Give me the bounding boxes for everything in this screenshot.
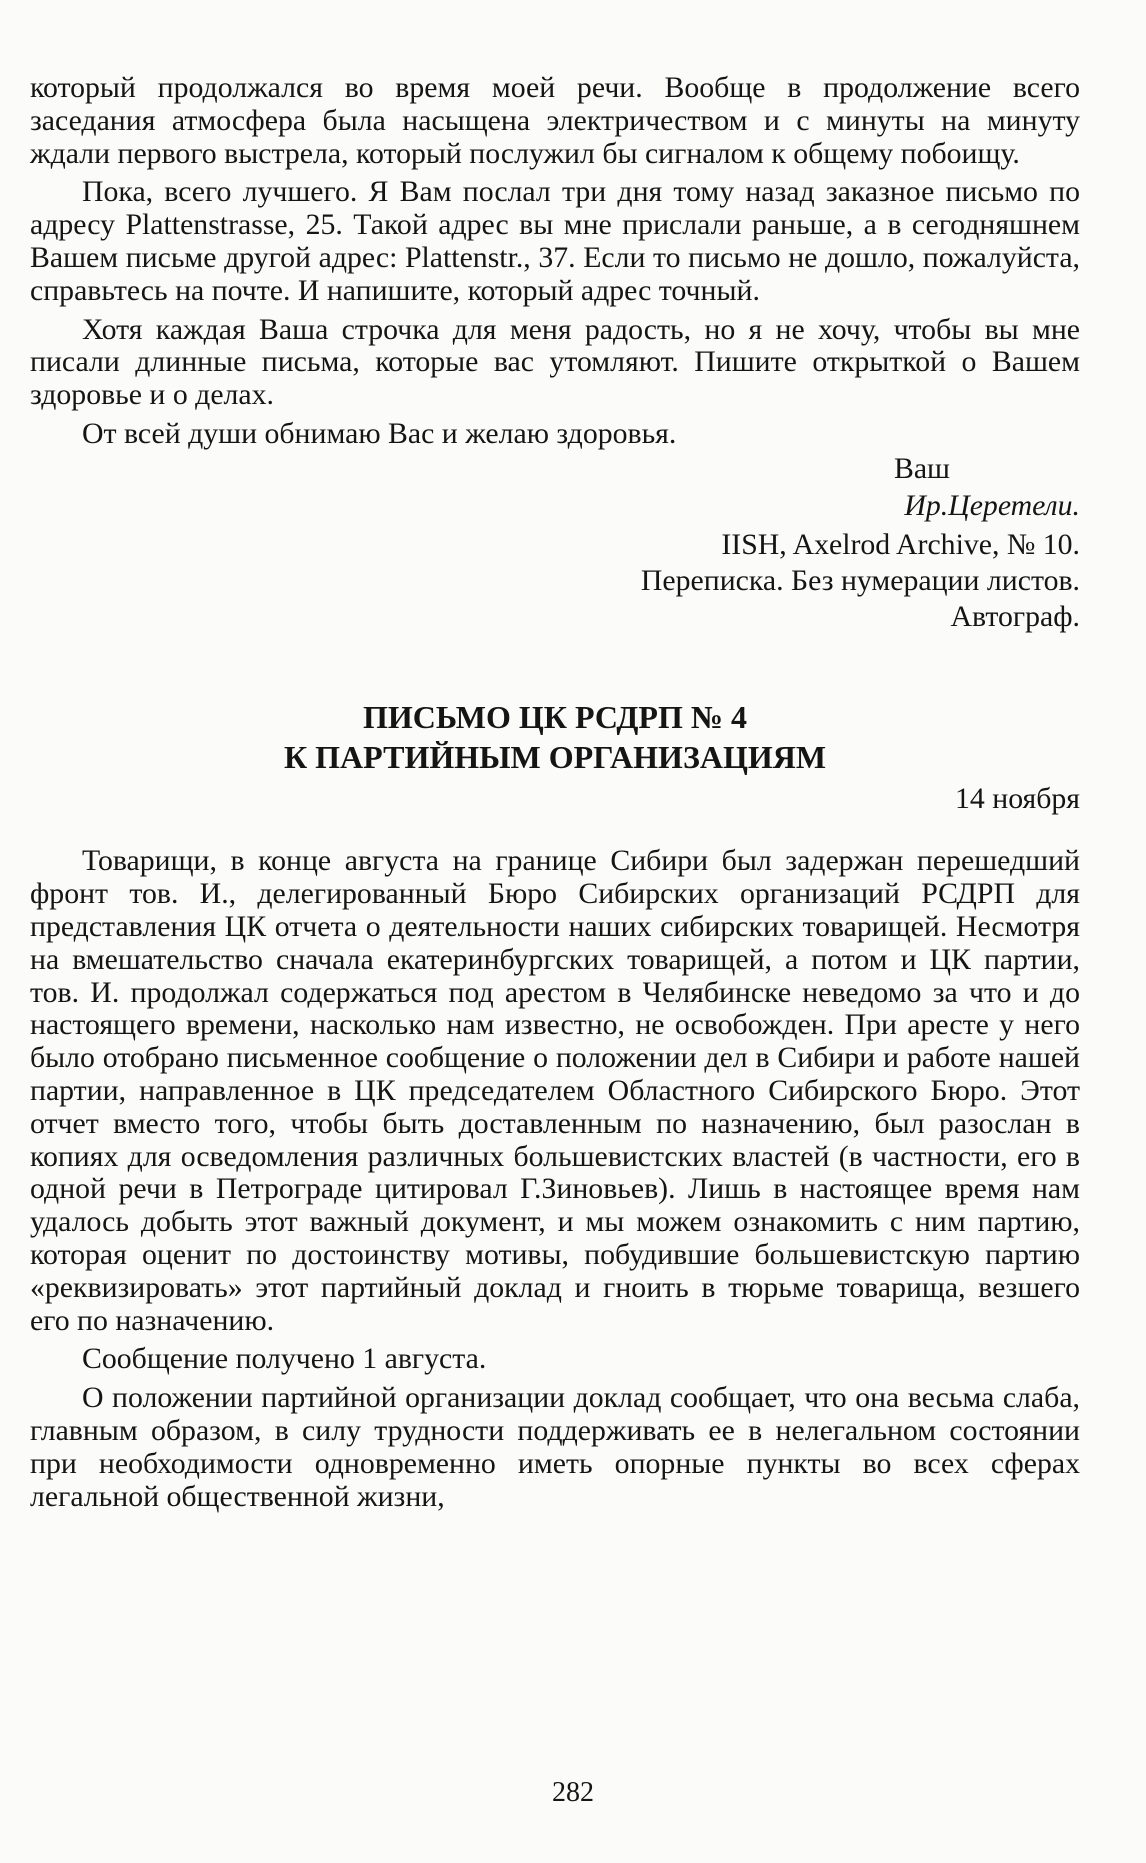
paragraph: Сообщение получено 1 августа. xyxy=(82,1342,487,1376)
page-text xyxy=(30,72,1080,1513)
source-archive: IISH, Axelrod Archive, № 10. xyxy=(721,528,1080,562)
paragraph: От всей души обнимаю Вас и желаю здоровья. xyxy=(82,416,677,450)
letter-heading xyxy=(30,697,1080,777)
letter-date: 14 ноября xyxy=(955,781,1080,815)
source-note: Переписка. Без нумерации листов. xyxy=(640,563,1080,597)
heading-line-2: К ПАРТИЙНЫМ ОРГАНИЗАЦИЯМ xyxy=(283,738,827,775)
paragraph: Хотя каждая Ваша строчка для меня радость, но я не хочу, чтобы вы мне писали длинные письма, которые вас утомляют. Пишите открыткой о Вашем здоровье и о делах. xyxy=(30,312,1080,412)
paragraph: Пока, всего лучшего. Я Вам послал три дня тому назад заказное письмо по адресу Plattenstrasse, 25. Такой адрес вы мне прислали раньше, а в сегодняшнем Вашем письме другой адрес: Plattenstr., 37. Если то письмо не дошло, пожалуйста, справьтесь на почте. И напишите, который адрес точный. xyxy=(30,175,1080,307)
page-number: 282 xyxy=(552,1777,594,1808)
heading-line-1: ПИСЬМО ЦК РСДРП № 4 xyxy=(362,698,747,735)
paragraph: который продолжался во время моей речи. Вообще в продолжение всего заседания атмосфера была насыщена электричеством и с минуты на минуту ждали первого выстрела, который послужил бы сигналом к общему побоищу. xyxy=(30,71,1080,170)
source-type: Автограф. xyxy=(950,600,1080,634)
paragraph: Товарищи, в конце августа на границе Сибири был задержан перешедший фронт тов. И., делегированный Бюро Сибирских организаций РСДРП для представления ЦК отчета о деятельности наших сибирских товарищей. Несмотря на вмешательство сначала екатеринбургских товарищей, а потом и ЦК партии, тов. И. продолжал содержаться под арестом в Челябинске неведомо за что и до настоящего времени, насколько нам известно, не освобожден. При аресте у него было отобрано письменное сообщение о положении дел в Сибири и работе нашей партии, направленное в ЦК председателем Областного Сибирского Бюро. Этот отчет вместо того, чтобы быть доставленным по назначению, был разослан в копиях для осведомления различных большевистских властей (в частности, его в одной речи в Петрограде цитировал Г.Зиновьев). Лишь в настоящее время нам удалось добыть этот важный документ, и мы можем ознакомить с ним партию, которая оценит по достоинству мотивы, побудившие большевистскую партию «реквизировать» этот партийный доклад и гноить в тюрьме товарища, везшего его по назначению. xyxy=(30,844,1080,1337)
paragraph: О положении партийной организации доклад сообщает, что она весьма слаба, главным образом, в силу трудности поддерживать ее в нелегальном состоянии при необходимости одновременно иметь опорные пункты во всех сферах легальной общественной жизни, xyxy=(30,1381,1080,1513)
closing: Ваш xyxy=(893,451,950,485)
signature: Ир.Церетели. xyxy=(904,488,1080,522)
